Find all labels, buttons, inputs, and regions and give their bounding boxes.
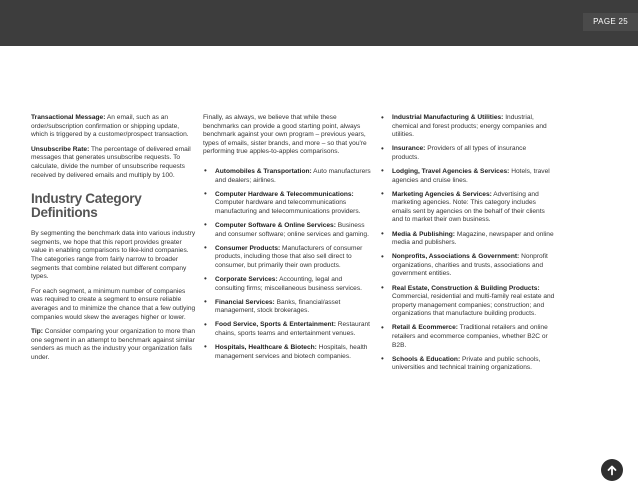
list-item [380, 253, 555, 279]
list-item [380, 114, 555, 140]
bullet-icon: • [204, 166, 207, 176]
section-title [31, 192, 196, 220]
category-label: Nonprofits, Associations & Government: [392, 253, 520, 261]
section-title-line: Industry Category [31, 191, 142, 207]
term-label: Transactional Message: [31, 114, 106, 121]
bullet-icon: • [381, 166, 384, 176]
list-item [203, 321, 373, 338]
bullet-icon: • [381, 283, 384, 292]
category-label: Hospitals, Healthcare & Biotech: [215, 343, 317, 351]
bullet-icon: • [381, 189, 384, 199]
list-item [203, 344, 373, 361]
category-label: Lodging, Travel Agencies & Services: [392, 167, 510, 175]
bullet-icon: • [381, 229, 384, 239]
bullet-icon: • [204, 220, 207, 230]
category-text: Restaurant chains, sports teams and entertainment venues. [215, 321, 370, 337]
arrow-up-circle-icon [606, 464, 618, 476]
page-number-label: PAGE 25 [583, 13, 638, 31]
list-item [203, 299, 373, 316]
transactional-message-definition [31, 114, 196, 140]
category-text: Traditional retailers and online retailers and ecommerce companies, whether B2C or B2B. [392, 324, 548, 349]
list-item [380, 168, 555, 185]
bullet-icon: • [204, 274, 207, 284]
body-paragraph: For each segment, a minimum number of companies was required to create a segment to ensure reliable averages and to minimize the chance that a few outlying companies would skew the averages higher or lower. [31, 287, 196, 321]
body-paragraph: By segmenting the benchmark data into various industry segments, we hope that this report provides greater value in enabling comparisons to like-kind companies. The categories range from fairly narrow to broader segments that combine related but different company types. [31, 230, 196, 281]
category-text: Advertising and marketing agencies. Note: This category includes emails sent by agencies on the behalf of their clients and to market their own business. [392, 190, 545, 224]
bullet-icon: • [204, 243, 207, 253]
category-label: Insurance: [392, 145, 426, 153]
back-to-top-button[interactable] [601, 459, 623, 481]
list-item [380, 324, 555, 350]
category-label: Corporate Services: [215, 275, 278, 283]
category-label: Schools & Education: [392, 355, 461, 363]
category-list [380, 114, 555, 373]
term-label: Unsubscribe Rate: [31, 145, 90, 153]
bullet-icon: • [204, 319, 207, 329]
category-text: Manufacturers of consumer products, including those that also sell direct to consumer, but primarily their own products. [215, 244, 363, 269]
list-item [380, 285, 555, 319]
term-text: The percentage of delivered email messages that generates unsubscribe requests. To calculate, divide the number of unsubscribe requests received by delivered emails and multiply by 100. [31, 145, 191, 179]
category-text: Commercial, residential and multi-family real estate and property management companies; construction; and organizations that manufacture building products. [392, 293, 555, 318]
category-label: Industrial Manufacturing & Utilities: [392, 114, 504, 121]
bullet-icon: • [204, 297, 207, 307]
column-left [31, 114, 196, 368]
category-label: Food Service, Sports & Entertainment: [215, 321, 336, 329]
tip-text: Consider comparing your organization to more than one segment in an attempt to benchmark against similar senders as much as the industry your organization falls under. [31, 328, 196, 361]
bullet-icon: • [381, 251, 384, 261]
category-text: Hotels, travel agencies and cruise lines. [392, 167, 550, 184]
category-text: Magazine, newspaper and online media and publishers. [392, 230, 554, 247]
category-label: Real Estate, Construction & Building Products: [392, 284, 540, 292]
tip-label: Tip: [31, 328, 43, 336]
unsubscribe-rate-definition [31, 146, 196, 180]
category-text: Computer hardware and telecommunications manufacturing and telecommunications providers. [215, 199, 361, 215]
bullet-icon: • [381, 354, 384, 364]
list-item [203, 191, 373, 217]
bullet-icon: • [204, 189, 207, 199]
category-text: Private and public schools, universities and technical training organizations. [392, 355, 541, 372]
category-text: Banks, financial/asset management, stock brokerages. [215, 298, 341, 315]
category-label: Consumer Products: [215, 244, 281, 252]
category-list [203, 168, 373, 361]
top-banner [0, 0, 638, 46]
category-label: Computer Software & Online Services: [215, 221, 336, 229]
bullet-icon: • [204, 342, 207, 352]
category-text: Auto manufacturers and dealers; airlines. [215, 167, 371, 184]
category-label: Automobiles & Transportation: [215, 167, 312, 175]
category-text: Industrial, chemical and forest products; energy companies and utilities. [392, 114, 547, 139]
category-text: Accounting, legal and consulting firms; miscellaneous business services. [215, 275, 362, 292]
section-title-line: Definitions [31, 205, 98, 221]
list-item [380, 356, 555, 373]
intro-paragraph: Finally, as always, we believe that while these benchmarks can provide a good starting point, always benchmark against your own program – previous years, types of emails, sister brands, and more – so that you're performing true apples-to-apples comparisons. [203, 114, 367, 156]
list-item [203, 168, 373, 185]
list-item [380, 231, 555, 248]
bullet-icon: • [381, 143, 384, 153]
category-text: Providers of all types of insurance products. [392, 145, 527, 161]
category-label: Computer Hardware & Telecommunications: [215, 190, 354, 198]
tip-paragraph [31, 328, 196, 362]
category-text: Business and consumer software; online services and gaming. [215, 221, 369, 238]
bullet-icon: • [381, 112, 384, 122]
category-label: Financial Services: [215, 298, 275, 306]
list-item [380, 191, 555, 225]
category-label: Media & Publishing: [392, 230, 456, 238]
category-text: Nonprofit organizations, charities and trusts, associations and government entities. [392, 253, 548, 278]
column-middle [203, 114, 373, 367]
category-label: Retail & Ecommerce: [392, 324, 458, 332]
category-text: Hospitals, health management services and biotech companies. [215, 343, 368, 360]
list-item [380, 145, 555, 162]
list-item [203, 245, 373, 271]
bullet-icon: • [381, 322, 384, 332]
list-item [203, 222, 373, 239]
list-item [203, 276, 373, 293]
column-right [380, 114, 555, 378]
category-label: Marketing Agencies & Services: [392, 190, 492, 198]
term-text: An email, such as an order/subscription confirmation or shipping update, which is triggered by a customer/prospect transaction. [31, 114, 189, 139]
